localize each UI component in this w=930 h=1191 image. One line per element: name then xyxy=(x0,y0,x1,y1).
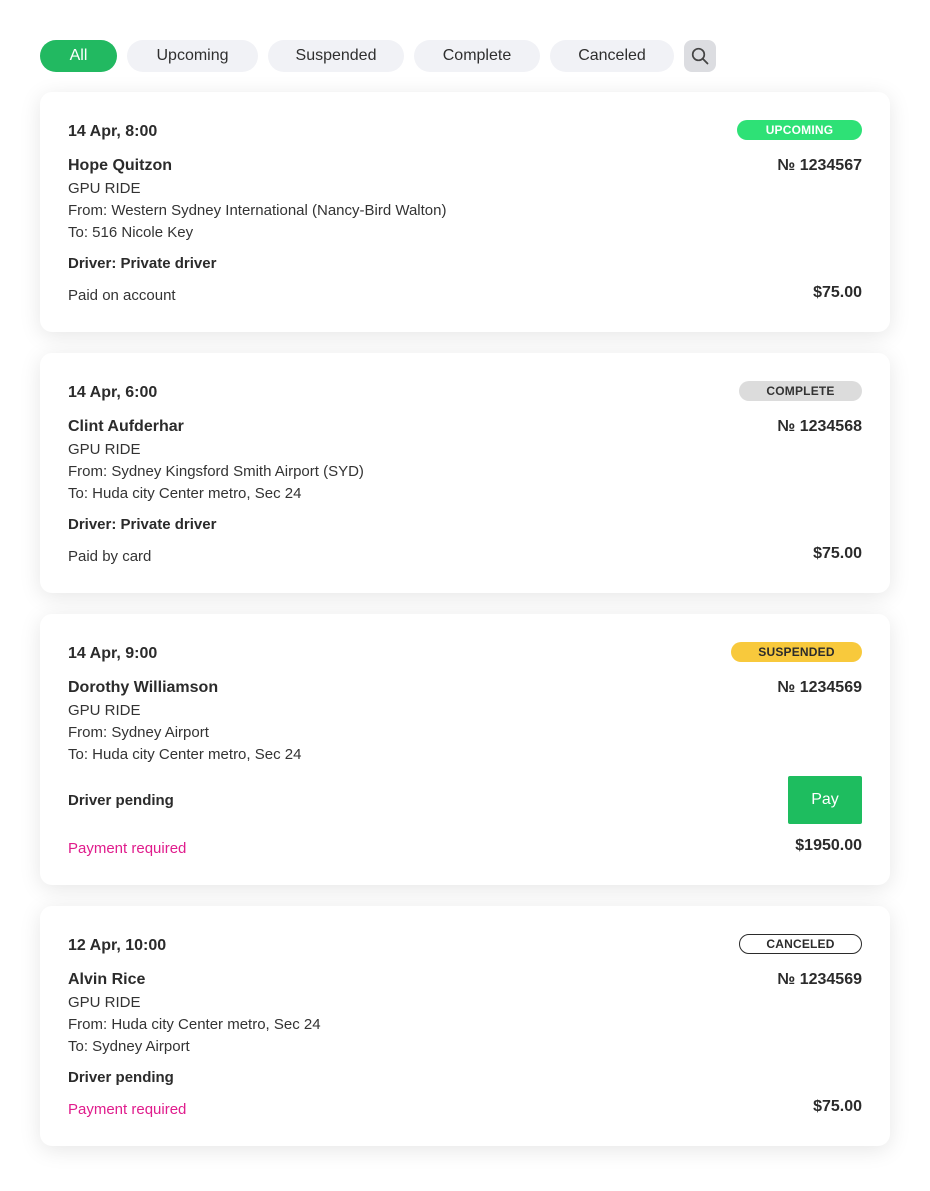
ride-price: $75.00 xyxy=(813,284,862,301)
ride-date: 12 Apr, 10:00 xyxy=(68,937,167,954)
driver-info: Driver pending xyxy=(68,1069,174,1086)
ride-to: To: Sydney Airport xyxy=(68,1038,190,1055)
passenger-name: Dorothy Williamson xyxy=(68,679,219,696)
ride-date: 14 Apr, 9:00 xyxy=(68,645,158,662)
ride-to: To: 516 Nicole Key xyxy=(68,224,194,241)
ride-card[interactable] xyxy=(40,614,890,885)
payment-status: Paid on account xyxy=(68,287,176,304)
ride-from: From: Huda city Center metro, Sec 24 xyxy=(68,1016,321,1033)
pay-button[interactable]: Pay xyxy=(788,776,862,824)
filter-upcoming-chip[interactable]: Upcoming xyxy=(127,40,258,72)
ride-card[interactable] xyxy=(40,353,890,593)
order-number: № 1234567 xyxy=(777,157,862,174)
status-badge: COMPLETE xyxy=(739,381,862,401)
driver-info: Driver pending xyxy=(68,792,174,809)
order-number: № 1234568 xyxy=(777,418,862,435)
ride-date: 14 Apr, 8:00 xyxy=(68,123,158,140)
driver-info: Driver: Private driver xyxy=(68,516,217,533)
payment-status: Payment required xyxy=(68,1101,187,1118)
ride-price: $75.00 xyxy=(813,545,862,562)
driver-info: Driver: Private driver xyxy=(68,255,217,272)
ride-from: From: Western Sydney International (Nancy-Bird Walton) xyxy=(68,202,447,219)
filter-complete-chip[interactable]: Complete xyxy=(414,40,540,72)
ride-date: 14 Apr, 6:00 xyxy=(68,384,158,401)
status-filter-bar xyxy=(40,40,716,72)
ride-card[interactable] xyxy=(40,92,890,332)
order-number: № 1234569 xyxy=(777,971,862,988)
passenger-name: Alvin Rice xyxy=(68,971,146,988)
status-badge: SUSPENDED xyxy=(731,642,862,662)
ride-from: From: Sydney Kingsford Smith Airport (SYD) xyxy=(68,463,364,480)
ride-price: $75.00 xyxy=(813,1098,862,1115)
ride-type: GPU RIDE xyxy=(68,180,141,197)
filter-suspended-chip[interactable]: Suspended xyxy=(268,40,404,72)
ride-price: $1950.00 xyxy=(795,837,862,854)
status-badge: CANCELED xyxy=(739,934,862,954)
search-button[interactable] xyxy=(684,40,716,72)
ride-type: GPU RIDE xyxy=(68,702,141,719)
passenger-name: Hope Quitzon xyxy=(68,157,172,174)
order-number: № 1234569 xyxy=(777,679,862,696)
ride-to: To: Huda city Center metro, Sec 24 xyxy=(68,746,302,763)
ride-card[interactable] xyxy=(40,906,890,1146)
ride-to: To: Huda city Center metro, Sec 24 xyxy=(68,485,302,502)
status-badge: UPCOMING xyxy=(737,120,862,140)
passenger-name: Clint Aufderhar xyxy=(68,418,184,435)
search-icon xyxy=(691,47,709,65)
ride-type: GPU RIDE xyxy=(68,441,141,458)
ride-type: GPU RIDE xyxy=(68,994,141,1011)
payment-status: Paid by card xyxy=(68,548,152,565)
payment-status: Payment required xyxy=(68,840,187,857)
filter-canceled-chip[interactable]: Canceled xyxy=(550,40,674,72)
filter-all-chip[interactable]: All xyxy=(40,40,117,72)
ride-from: From: Sydney Airport xyxy=(68,724,209,741)
